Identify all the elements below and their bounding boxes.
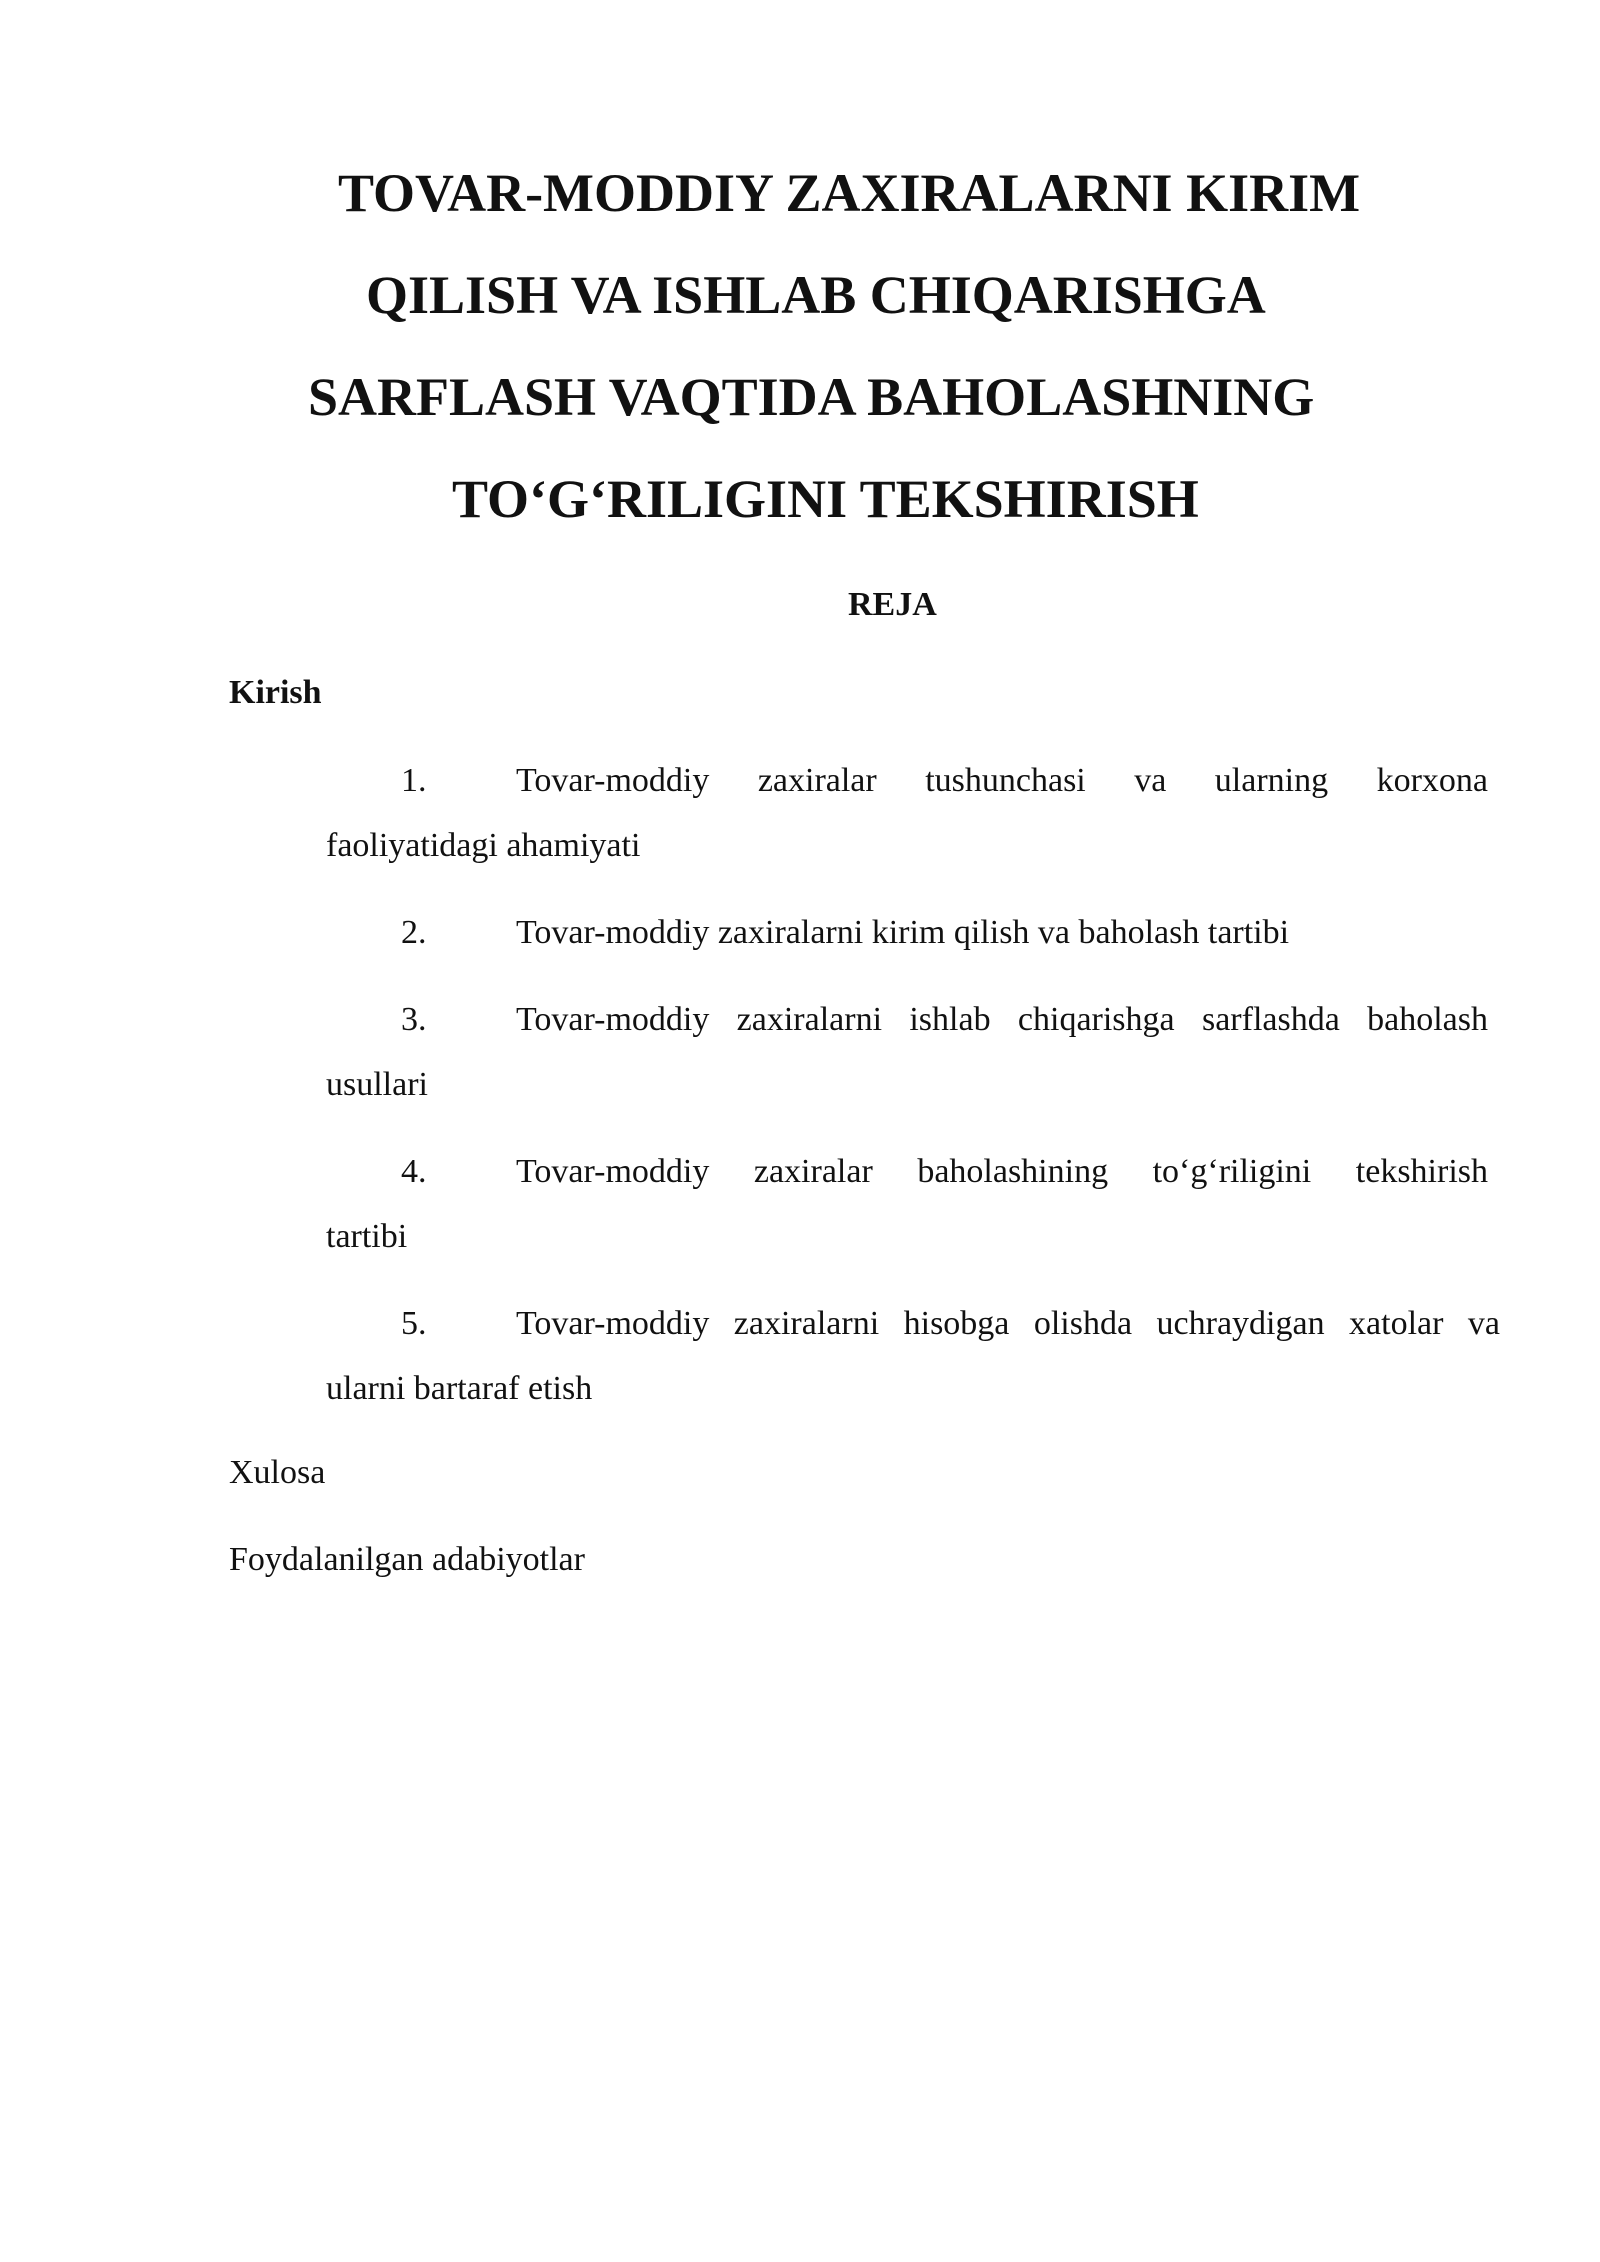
plan-item-1 xyxy=(326,748,1488,878)
conclusion-label: Xulosa xyxy=(229,1454,326,1491)
plan-item-text: Tovar-moddiy zaxiralarni kirim qilish va baholash tartibi xyxy=(516,914,1290,951)
plan-item-number: 3. xyxy=(401,1001,427,1038)
plan-item-text: Tovar-moddiy zaxiralar tushunchasi va ularning korxona xyxy=(516,762,1488,799)
plan-item-text: Tovar-moddiy zaxiralar baholashining to‘g‘riligini tekshirish xyxy=(516,1153,1488,1190)
plan-item-number: 1. xyxy=(401,762,427,799)
plan-item-continuation: ularni bartaraf etish xyxy=(326,1370,593,1407)
title-line-3: SARFLASH VAQTIDA BAHOLASHNING xyxy=(308,367,1315,427)
title-line-2: QILISH VA ISHLAB CHIQARISHGA xyxy=(366,265,1266,325)
plan-item-number: 4. xyxy=(401,1153,427,1190)
plan-item-continuation: faoliyatidagi ahamiyati xyxy=(326,827,641,864)
plan-item-text: Tovar-moddiy zaxiralarni hisobga olishda uchraydigan xatolar va xyxy=(516,1305,1500,1342)
title-line-4: TO‘G‘RILIGINI TEKSHIRISH xyxy=(452,469,1199,529)
title-line-1: TOVAR-MODDIY ZAXIRALARNI KIRIM xyxy=(338,163,1361,223)
plan-item-text: Tovar-moddiy zaxiralarni ishlab chiqarishga sarflashda baholash xyxy=(516,1001,1488,1038)
plan-item-4 xyxy=(326,1139,1488,1269)
plan-item-3 xyxy=(326,987,1488,1117)
plan-item-2 xyxy=(326,900,1488,965)
plan-item-number: 2. xyxy=(401,914,427,951)
plan-item-number: 5. xyxy=(401,1305,427,1342)
plan-item-5 xyxy=(326,1291,1500,1421)
intro-label: Kirish xyxy=(229,674,322,711)
plan-item-continuation: usullari xyxy=(326,1066,428,1103)
plan-item-continuation: tartibi xyxy=(326,1218,408,1255)
plan-heading: REJA xyxy=(848,586,937,623)
references-label: Foydalanilgan adabiyotlar xyxy=(229,1541,585,1578)
